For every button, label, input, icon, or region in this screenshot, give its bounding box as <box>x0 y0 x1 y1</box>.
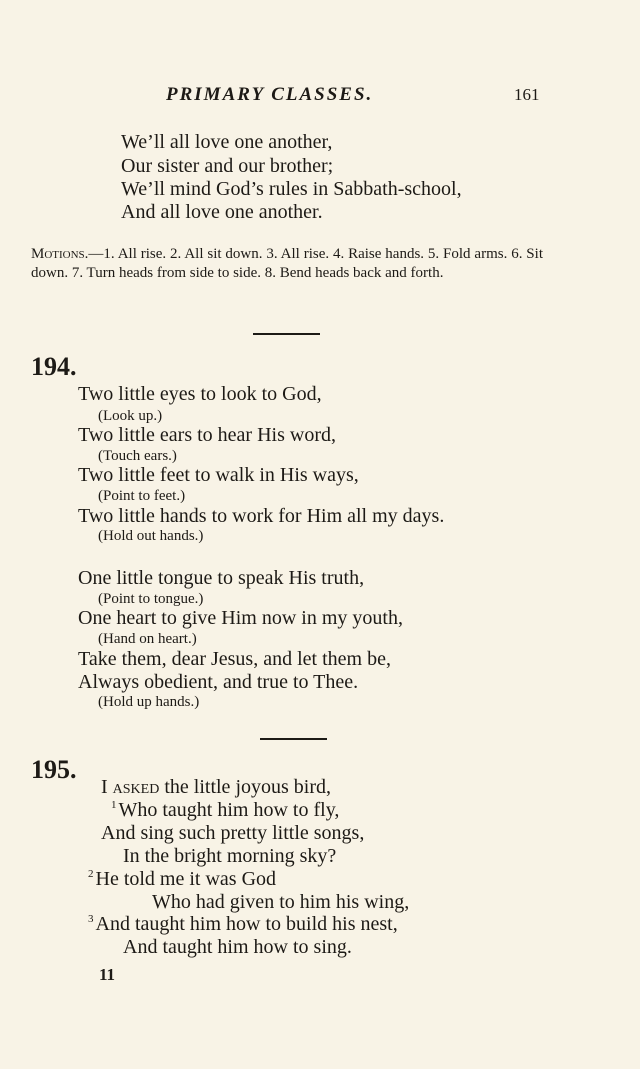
verse-line: One heart to give Him now in my youth, <box>78 607 403 629</box>
stage-direction: (Hold up hands.) <box>98 694 200 710</box>
verse-line: And all love one another. <box>121 201 323 223</box>
hymn-number-195: 195. <box>31 755 77 784</box>
initial-words: I asked <box>101 776 160 798</box>
running-header-title: PRIMARY CLASSES. <box>166 84 374 105</box>
first-line-rest: the little joyous bird, <box>159 776 331 798</box>
page-number: 161 <box>514 85 540 104</box>
verse-line: Two little hands to work for Him all my days. <box>78 505 445 527</box>
verse-line: And taught him how to sing. <box>123 936 352 958</box>
verse-text: He told me it was God <box>95 868 277 890</box>
verse-line: Always obedient, and true to Thee. <box>78 671 359 693</box>
verse-line: And sing such pretty little songs, <box>101 822 365 844</box>
verse-line: We’ll mind God’s rules in Sabbath-school, <box>121 178 462 200</box>
verse-line: Our sister and our brother; <box>121 155 334 177</box>
verse-line: One little tongue to speak His truth, <box>78 567 365 589</box>
verse-line: Take them, dear Jesus, and let them be, <box>78 648 391 670</box>
verse-line <box>88 868 276 891</box>
verse-line <box>88 913 398 936</box>
verse-line: Two little feet to walk in His ways, <box>78 464 359 486</box>
verse-line <box>111 799 339 822</box>
stage-direction: (Look up.) <box>98 408 163 424</box>
verse-text: And taught him how to build his nest, <box>95 913 398 935</box>
signature-mark: 11 <box>99 965 116 984</box>
stage-direction: (Touch ears.) <box>98 448 177 464</box>
verse-line: Two little ears to hear His word, <box>78 424 336 446</box>
stage-direction: (Point to tongue.) <box>98 591 204 607</box>
verse-line: In the bright morning sky? <box>123 845 337 867</box>
motions-note <box>31 245 543 283</box>
verse-line: Who had given to him his wing, <box>152 891 410 913</box>
verse-line <box>101 776 331 799</box>
stage-direction: (Hand on heart.) <box>98 631 197 647</box>
note-marker: 1 <box>111 799 117 812</box>
stage-direction: (Hold out hands.) <box>98 528 204 544</box>
verse-line: Two little eyes to look to God, <box>78 383 322 405</box>
verse-line: We’ll all love one another, <box>121 131 333 153</box>
note-marker: 3 <box>88 913 94 926</box>
section-divider <box>253 333 320 335</box>
note-marker: 2 <box>88 868 94 881</box>
verse-text: Who taught him how to fly, <box>118 799 340 821</box>
motions-label: Motions. <box>31 246 89 262</box>
section-divider <box>260 738 327 740</box>
stage-direction: (Point to feet.) <box>98 488 186 504</box>
motions-text: —1. All rise. 2. All sit down. 3. All rise. 4. Raise hands. 5. Fold arms. 6. Sit down. 7. Turn heads from side to side. 8. Bend heads back and forth. <box>31 246 543 281</box>
hymn-number-194: 194. <box>31 352 77 381</box>
